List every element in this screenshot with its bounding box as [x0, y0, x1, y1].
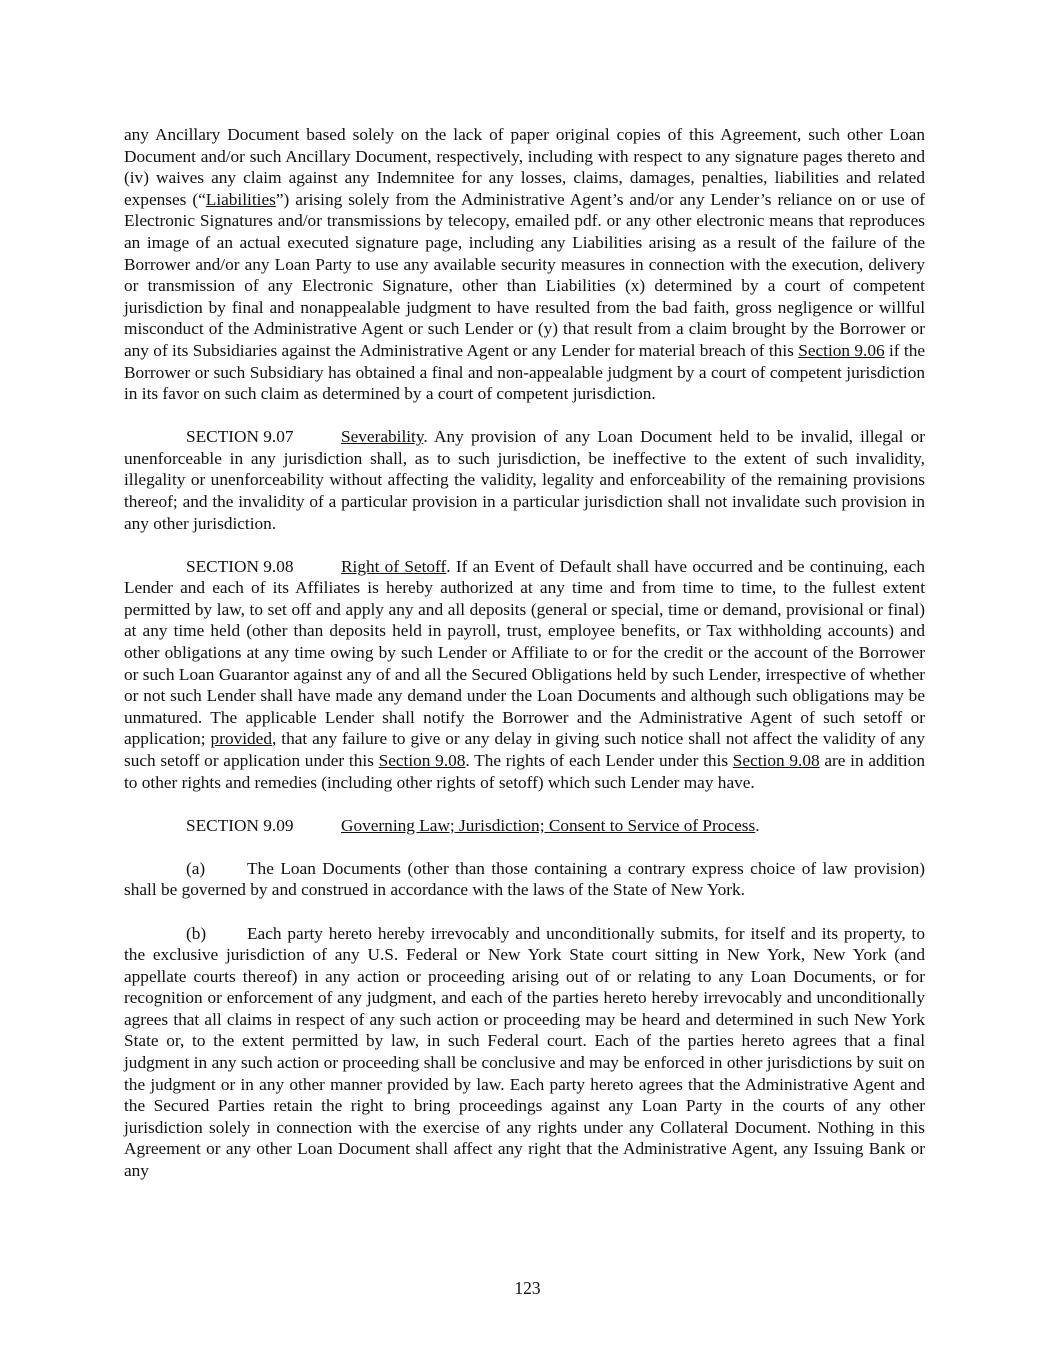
subsection-label: (a)	[186, 858, 206, 878]
document-page	[124, 124, 925, 1203]
section-number: SECTION 9.09	[186, 815, 294, 835]
subsection-label: (b)	[186, 923, 207, 943]
section-9-09-heading: SECTION 9.09 Governing Law; Jurisdiction; Consent to Service of Process.	[186, 815, 760, 835]
section-number: SECTION 9.08	[186, 556, 294, 576]
page-number: 123	[514, 1278, 541, 1298]
provided-term: provided	[210, 729, 272, 749]
section-reference: Section 9.08	[732, 751, 820, 771]
section-reference: Section 9.06	[798, 340, 885, 360]
section-9-08: SECTION 9.08 Right of Setoff. If an Event of Default shall have occurred and be continuing, each Lender and each of its Affiliates is hereby authorized at any time and from time to time, to the fullest extent permitted by law, to set off and apply any and all deposits (general or special, time or demand, provisional or final) at any time held (other than deposits held in payroll, trust, employee benefits, or Tax withholding accounts) and other obligations at any time owing by such Lender or Affiliate to or for the credit or the account of the Borrower or such Loan Guarantor against any of and all the Secured Obligations held by such Lender, irrespective of whether or not such Lender shall have made any demand under the Loan Documents and although such obligations may be unmatured. The applicable Lender shall notify the Borrower and the Administrative Agent of such setoff or application; provided, that any failure to give or any delay in giving such notice shall not affect the validity of any such setoff or application under this Section 9.08. The rights of each Lender under this Section 9.08 are in addition to other rights and remedies (including other rights of setoff) which such Lender may have.	[124, 556, 925, 792]
section-title: Severability	[341, 427, 424, 447]
subsection-b: (b) Each party hereto hereby irrevocably and unconditionally submits, for itself and its property, to the exclusive jurisdiction of any U.S. Federal or New York State court sitting in New York, New York (and appellate courts thereof) in any action or proceeding arising out of or relating to any Loan Documents, or for recognition or enforcement of any judgment, and each of the parties hereto hereby irrevocably and unconditionally agrees that all claims in respect of any such action or proceeding may be heard and determined in such New York State or, to the extent permitted by law, in such Federal court. Each of the parties hereto agrees that a final judgment in any such action or proceeding shall be conclusive and may be enforced in other jurisdictions by suit on the judgment or in any other manner provided by law. Each party hereto agrees that the Administrative Agent and the Secured Parties retain the right to bring proceedings against any Loan Party in the courts of any other jurisdiction solely in connection with the exercise of any rights under any Collateral Document. Nothing in this Agreement or any other Loan Document shall affect any right that the Administrative Agent, any Issuing Bank or any	[124, 923, 925, 1181]
paragraph-intro: any Ancillary Document based solely on the lack of paper original copies of this Agreement, such other Loan Document and/or such Ancillary Document, respectively, including with respect to any signature pages thereto and (iv) waives any claim against any Indemnitee for any losses, claims, damages, penalties, liabilities and related expenses (“Liabilities”) arising solely from the Administrative Agent’s and/or any Lender’s reliance on or use of Electronic Signatures and/or transmissions by telecopy, emailed pdf. or any other electronic means that reproduces an image of an actual executed signature page, including any Liabilities arising as a result of the failure of the Borrower and/or any Loan Party to use any available security measures in connection with the execution, delivery or transmission of any Electronic Signature, other than Liabilities (x) determined by a court of competent jurisdiction by final and nonappealable judgment to have resulted from the bad faith, gross negligence or willful misconduct of the Administrative Agent or such Lender or (y) that result from a claim brought by the Borrower or any of its Subsidiaries against the Administrative Agent or any Lender for material breach of this Section 9.06 if the Borrower or such Subsidiary has obtained a final and non-appealable judgment by a court of competent jurisdiction in its favor on such claim as determined by a court of competent jurisdiction.	[124, 125, 926, 404]
section-reference: Section 9.08	[378, 751, 466, 771]
defined-term-liabilities: Liabilities	[205, 189, 276, 209]
section-title: Right of Setoff	[341, 556, 447, 576]
subsection-a: (a) The Loan Documents (other than those containing a contrary express choice of law provision) shall be governed by and construed in accordance with the laws of the State of New York.	[124, 858, 925, 900]
section-title: Governing Law; Jurisdiction; Consent to Service of Process	[341, 815, 756, 835]
section-number: SECTION 9.07	[186, 427, 294, 447]
section-9-07: SECTION 9.07 Severability. Any provision of any Loan Document held to be invalid, illegal or unenforceable in any jurisdiction shall, as to such jurisdiction, be ineffective to the extent of such invalidity, illegality or unenforceability without affecting the validity, legality and enforceability of the remaining provisions thereof; and the invalidity of a particular provision in a particular jurisdiction shall not invalidate such provision in any other jurisdiction.	[124, 427, 925, 533]
